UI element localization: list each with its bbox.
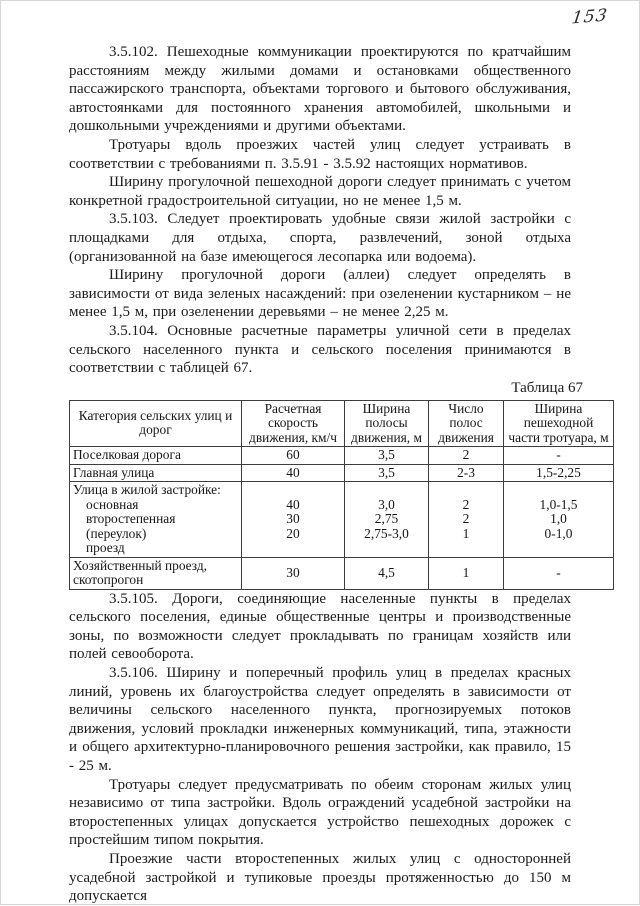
sub-row-label-main: основная [86,496,139,512]
paragraph-walking-path-width: Ширину прогулочной пешеходной дороги следует принимать с учетом конкретной градостроительной ситуации, но не менее 1,5 м. [69,174,571,209]
table-row-main-street [70,464,614,482]
table-header-row [70,400,614,447]
cell-lane-width: 3,5 [345,447,429,465]
cell-sidewalk-width: - [504,557,614,589]
cell-category-group [70,482,242,558]
cell-speed-group: 40 30 20 [242,482,345,558]
paragraph-sidewalks-along-streets: Тротуары вдоль проезжих частей улиц следует устраивать в соответствии с требованиями п. 3.5.91 - 3.5.92 настоящих нормативов. [69,136,571,172]
paragraph-alley-width: Ширину прогулочной дороги (аллеи) следует определять в зависимости от вида зеленых насаждений: при озеленении кустарником – не менее 1,5 м, при озеленении деревьями – не менее 2,25 м. [69,267,571,321]
paragraph-3-5-106: 3.5.106. Ширину и поперечный профиль улиц в пределах красных линий, уровень их благоустройства следует определять в зависимости от величины сельского населенного пункта, прогнозируемых потоков движения, условий прокладки инженерных коммуникаций, типа, этажности и общего архитектурно-планировочного решения застройки, как правило, 15 - 25 м. [69,665,571,775]
column-header-lane-count: Число полос движения [429,400,504,447]
handwritten-page-number: 153 [570,5,609,29]
paragraph-3-5-103: 3.5.103. Следует проектировать удобные связи жилой застройки с площадками для отдыха, спорта, развлечений, зоной отдыха (организованной на базе имеющегося лесопарка или водоема). [69,211,571,265]
paragraph-3-5-104: 3.5.104. Основные расчетные параметры уличной сети в пределах сельского населенного пункта и сельского поселения принимаются в соответствии с таблицей 67. [69,322,571,377]
document-content [69,43,613,906]
cell-category: Хозяйственный проезд, скотопрогон [70,557,242,589]
cell-lane-width: 4,5 [345,557,429,589]
cell-sidewalk-width-group: 1,0-1,5 1,0 0-1,0 [504,482,614,558]
paragraph-3-5-105: 3.5.105. Дороги, соединяющие населенные пункты в пределах сельского поселения, единые общественные центры и производственные зоны, по возможности следует прокладывать по границам хозяйств или полей севооборота. [69,590,571,663]
table-row-residential-street-group [70,482,614,558]
table-67-street-parameters [69,400,614,590]
cell-lane-count: 2-3 [429,464,504,482]
cell-lane-width: 3,5 [345,464,429,482]
blank-line [348,483,425,498]
sub-row-label-driveway: проезд [86,540,125,556]
cell-sidewalk-width: 1,5-2,25 [504,464,614,482]
table-caption: Таблица 67 [511,379,583,396]
cell-lane-count: 1 [429,557,504,589]
cell-lane-width-group: 3,0 2,75 2,75-3,0 [345,482,429,558]
cell-lane-count-group: 2 2 1 [429,482,504,558]
column-header-category: Категория сельских улиц и дорог [70,400,242,447]
column-header-design-speed: Расчетная скорость движения, км/ч [242,400,345,447]
group-label: Улица в жилой застройке: [73,482,221,498]
blank-line [507,483,610,498]
paragraph-sidewalks-both-sides: Тротуары следует предусматривать по обеим сторонам жилых улиц независимо от типа застройки. Вдоль ограждений усадебной застройки на второстепенных улицах допускается устройство пешеходных дорожек с простейшим типом покрытия. [69,776,571,849]
cell-speed: 30 [242,557,345,589]
cell-lane-count: 2 [429,447,504,465]
blank-line [432,483,500,498]
cell-category: Поселковая дорога [70,447,242,465]
paragraph-3-5-102: 3.5.102. Пешеходные коммуникации проектируются по кратчайшим расстояниям между жилыми домами и остановками общественного пассажирского транспорта, объектами торгового и бытового обслуживания, автостоянками для постоянного хранения автомобилей, школьными и дошкольными учреждениями и другими объектами. [69,44,571,135]
column-header-sidewalk-width: Ширина пешеходной части тротуара, м [504,400,614,447]
table-row-utility-driveway [70,557,614,589]
sub-row-label-secondary: второстепенная (переулок) [86,511,176,541]
cell-speed: 60 [242,447,345,465]
blank-line [245,483,341,498]
cell-speed: 40 [242,464,345,482]
cell-sidewalk-width: - [504,447,614,465]
paragraph-secondary-street-carriageways: Проезжие части второстепенных жилых улиц с односторонней усадебной застройкой и тупиковые проезды протяженностью до 150 м допускается [69,851,571,905]
column-header-lane-width: Ширина полосы движения, м [345,400,429,447]
table-row-settlement-road [70,447,614,465]
cell-category: Главная улица [70,464,242,482]
